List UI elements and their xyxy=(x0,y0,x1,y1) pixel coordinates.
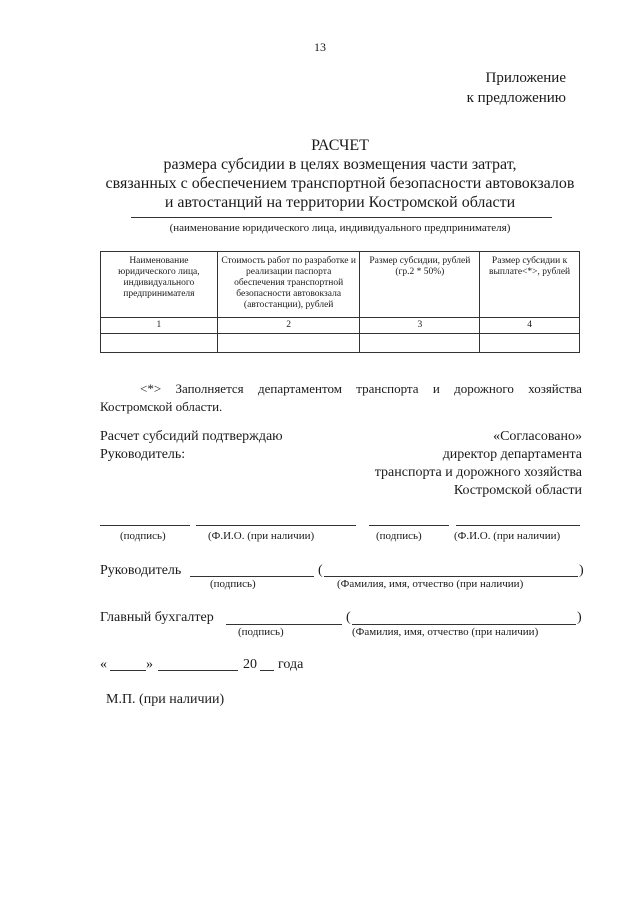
fio-caption: (Ф.И.О. (при наличии) xyxy=(208,530,315,542)
table-header-row xyxy=(101,252,580,318)
agreed-line2: транспорта и дорожного хозяйства xyxy=(374,465,582,480)
fio-caption: (Ф.И.О. (при наличии) xyxy=(454,530,561,542)
table-cell[interactable] xyxy=(217,334,360,353)
table-data-row xyxy=(101,334,580,353)
table-cell[interactable] xyxy=(480,334,580,353)
signature-caption: (подпись) xyxy=(210,578,256,590)
head-label-confirm: Руководитель: xyxy=(100,447,186,462)
appendix-label xyxy=(467,68,566,108)
column-number: 4 xyxy=(480,318,580,334)
title-line3: и автостанций на территории Костромской области xyxy=(164,194,516,211)
title-line1: размера субсидии в целях возмещения части затрат, xyxy=(163,156,517,173)
accountant-name-line xyxy=(352,624,576,625)
footnote-word: транспорта xyxy=(356,381,419,396)
signature-caption: (подпись) xyxy=(376,530,422,542)
document-heading: РАСЧЕТ xyxy=(311,137,369,154)
full-name-caption: (Фамилия, имя, отчество (при наличии) xyxy=(352,626,539,638)
fio-line xyxy=(456,525,580,526)
head-label: Руководитель xyxy=(100,563,182,578)
document-page: 13 Приложение к предложению РАСЧЕТ размера субсидии в целях возмещения части затрат, связанных с обеспечением транспортной безопасности автовокзалов и автостанций на территории Костромской области (наименование юридического лица, индивидуального предпринимателя) Наименование юридического лица, индивидуального предпринимателя Стоимость работ по разработке и реализации паспорта обеспечения транспортной безопасности автовокзала (автостанции), рублей Размер субсидии, рублей (гр.2 * 50%) Размер субсидии к выплате<*>, рублей 1 2 3 4 <*> Заполняется департаментом транспорта и дорожного хозяйства Костромской области. Расчет субсидий подтверждаю Руководитель: «Согласовано» директор департамента транспорта и дорожного хозяйства Костромской области (подпись) (Ф.И.О. (при наличии) (подпись) (Ф.И.О. (при наличии) Руководитель ( ) (подпись) (Фамилия, имя, отчество (при наличии) Главный бухгалтер ( ) (подпись) (Фамилия, имя, отчество (при наличии) « » 20 года М.П. (при наличии) xyxy=(0,0,640,899)
column-number: 1 xyxy=(101,318,218,334)
date-year-prefix: 20 xyxy=(243,657,257,672)
agreed-line1: директор департамента xyxy=(442,447,582,462)
footnote-word: департаментом xyxy=(257,381,342,396)
page-number: 13 xyxy=(314,40,326,54)
appendix-line1: Приложение xyxy=(485,70,566,86)
footnote-word: хозяйства xyxy=(528,381,582,396)
accountant-label: Главный бухгалтер xyxy=(100,610,214,625)
appendix-line2: к предложению xyxy=(466,90,566,106)
footnote-line1 xyxy=(100,380,582,398)
table-cell[interactable] xyxy=(360,334,480,353)
table-header-cell: Стоимость работ по разработке и реализации паспорта обеспечения транспортной безопасности автовокзала (автостанции), рублей xyxy=(217,252,360,318)
column-number: 2 xyxy=(217,318,360,334)
signature-caption: (подпись) xyxy=(120,530,166,542)
agreed-line3: Костромской области xyxy=(453,483,582,498)
footnote-line2: Костромской области. xyxy=(100,399,223,414)
org-name-line xyxy=(131,217,552,218)
table-header-cell: Наименование юридического лица, индивидуального предпринимателя xyxy=(101,252,218,318)
confirm-text: Расчет субсидий подтверждаю xyxy=(100,429,283,444)
table-header-cell: Размер субсидии к выплате<*>, рублей xyxy=(480,252,580,318)
signature-line xyxy=(369,525,449,526)
date-suffix: года xyxy=(278,657,304,672)
accountant-signature-line xyxy=(226,624,342,625)
table-cell[interactable] xyxy=(101,334,218,353)
org-name-caption: (наименование юридического лица, индивидуального предпринимателя) xyxy=(169,222,511,234)
subsidy-table xyxy=(100,251,580,353)
signature-line xyxy=(100,525,190,526)
agreed-title: «Согласовано» xyxy=(493,429,582,444)
head-name-line xyxy=(324,576,578,577)
table-number-row xyxy=(101,318,580,334)
date-day-line xyxy=(110,670,146,671)
fio-line xyxy=(196,525,356,526)
full-name-caption: (Фамилия, имя, отчество (при наличии) xyxy=(337,578,524,590)
footnote-word: <*> xyxy=(140,381,162,396)
date-open-quote: « xyxy=(100,657,107,672)
date-year-line xyxy=(260,670,274,671)
signature-caption: (подпись) xyxy=(238,626,284,638)
footnote-word: Заполняется xyxy=(175,381,244,396)
column-number: 3 xyxy=(360,318,480,334)
date-close-quote: » xyxy=(146,657,153,672)
table-header-cell: Размер субсидии, рублей (гр.2 * 50%) xyxy=(360,252,480,318)
date-month-line xyxy=(158,670,238,671)
footnote xyxy=(100,380,582,416)
footnote-word: дорожного xyxy=(454,381,514,396)
head-signature-line xyxy=(190,576,314,577)
stamp-place: М.П. (при наличии) xyxy=(106,692,225,707)
footnote-word: и xyxy=(432,381,440,396)
title-line2: связанных с обеспечением транспортной безопасности автовокзалов xyxy=(105,175,575,192)
